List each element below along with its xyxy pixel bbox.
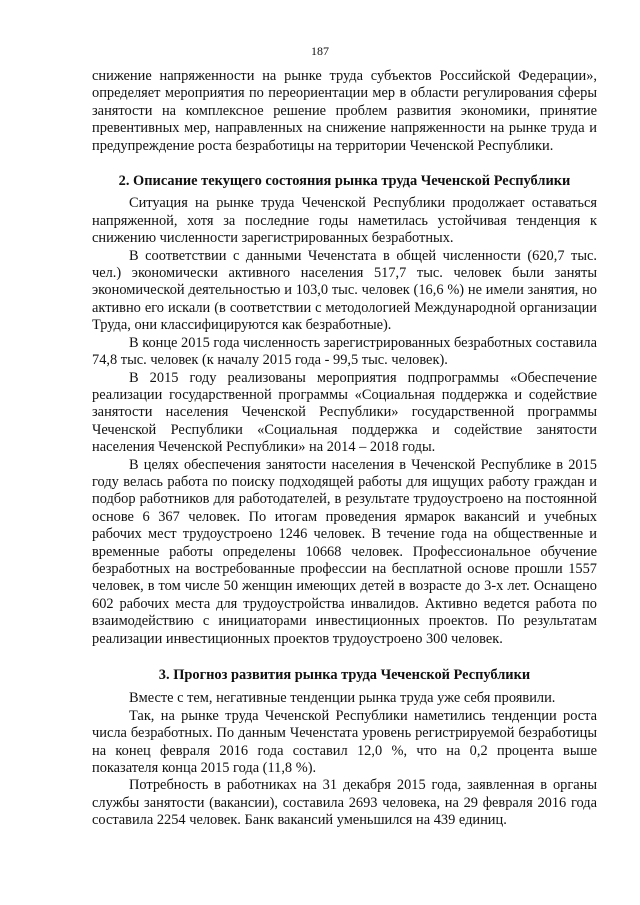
section-3-paragraph-2: Так, на рынке труда Чеченской Республики наметились тенденции роста числа безработных. По данным Чеченстата уровень регистрируемой безработицы на конец февраля 2016 года составил 12,0 %, что на 0,2 процента выше показателя конца 2015 года (11,8 %).: [92, 707, 597, 777]
page-body: [92, 68, 597, 830]
intro-paragraph: снижение напряженности на рынке труда субъектов Российской Федерации», определяет мероприятия по переориентации мер в области регулирования сферы занятости на комплексное решение проблем развития экономики, принятие превентивных мер, направленных на снижение напряженности на рынке труда и предупреждение роста безработицы на территории Чеченской Республики.: [92, 68, 597, 154]
section-2-paragraph-1: Ситуация на рынке труда Чеченской Республики продолжает оставаться напряженной, хотя за последние годы наметилась устойчивая тенденция к снижению численности зарегистрированных безработных.: [92, 195, 597, 247]
section-2-paragraph-2: В соответствии с данными Чеченстата в общей численности (620,7 тыс. чел.) экономически активного населения 517,7 тыс. человек были заняты экономической деятельностью и 103,0 тыс. человек (16,6 %) не имели занятия, но активно его искали (в соответствии с методологией Международной организации Труда, они классифицируются как безработные).: [92, 247, 597, 334]
section-2-paragraph-5: В целях обеспечения занятости населения в Чеченской Республике в 2015 году велась работа по поиску подходящей работы для ищущих работу граждан и подбор работников для работодателей, в результате трудоустроено на постоянной основе 6 367 человек. По итогам проведения ярмарок вакансий и учебных рабочих мест трудоустроено 1246 человек. В течение года на общественные и временные работы определены 10668 человек. Профессиональное обучение безработных на востребованные профессии на бесплатной основе прошли 1557 человек, в том числе 50 женщин имеющих детей в возрасте до 3-х лет. Оснащено 602 рабочих места для трудоустройства инвалидов. Активно ведется работа по взаимодействию с инициаторами инвестиционных проектов. По результатам реализации инвестиционных проектов трудоустроено 300 человек.: [92, 456, 597, 647]
section-3-paragraph-1: Вместе с тем, негативные тенденции рынка труда уже себя проявили.: [129, 690, 556, 707]
section-2-heading: 2. Описание текущего состояния рынка труда Чеченской Республики: [118, 173, 571, 190]
section-2-paragraph-4: В 2015 году реализованы мероприятия подпрограммы «Обеспечение реализации государственной программы «Социальная поддержка и содействие занятости населения Чеченской Республики» государственной программы Чеченской Республики «Социальная поддержка и содействие занятости населения Чеченской Республики» на 2014 – 2018 годы.: [92, 369, 597, 456]
section-3-paragraph-3: Потребность в работниках на 31 декабря 2015 года, заявленная в органы службы занятости (вакансии), составила 2693 человека, на 29 февраля 2016 года составила 2254 человек. Банк вакансий уменьшился на 439 единиц.: [92, 777, 597, 829]
page-number: 187: [311, 44, 329, 58]
section-3-heading: 3. Прогноз развития рынка труда Чеченской Республики: [158, 667, 531, 683]
section-2-paragraph-3: В конце 2015 года численность зарегистрированных безработных составила 74,8 тыс. человек (к началу 2015 года - 99,5 тыс. человек).: [92, 334, 597, 369]
